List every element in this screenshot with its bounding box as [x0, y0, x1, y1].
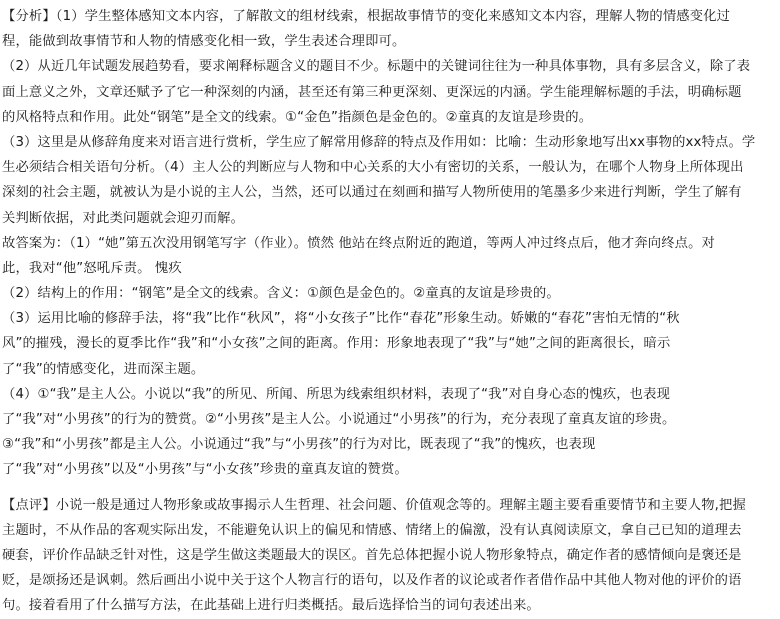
text-line: 生必须结合相关语句分析。（4）主人公的判断应与人物和中心关系的大小有密切的关系，一般认为，在哪个人物身上所体现出 — [2, 160, 744, 176]
text-line: 此，我对“他”怒吼斥责。 愧疚 — [2, 260, 182, 276]
text-line: 了“我”对“小男孩”的行为的赞赏。②“小男孩”是主人公。小说通过“小男孩”的行为，充分表现了童真友谊的珍贵。 — [2, 412, 676, 427]
text-line: 了“我”的情感变化，进而深主题。 — [2, 361, 205, 377]
text-line: 面上意义之外，文章还赋予了它一种深刻的内涵，甚至还有第三种更深刻、更深远的内涵。学生能理解标题的手法，明确标题 — [2, 84, 742, 100]
text-line: 【分析】（1）学生整体感知文本内容，了解散文的组材线索，根据故事情节的变化来感知文本内容，理解人物的情感变化过 — [2, 9, 731, 24]
analysis-section — [2, 4, 778, 483]
text-line: 【点评】小说一般是通过人物形象或故事揭示人生哲理、社会问题、价值观念等的。理解主题主要看重要情节和主要人物,把握 — [2, 497, 746, 513]
text-line: 风”的摧残，漫长的夏季比作“我”和“小女孩”之间的距离。作用：形象地表现了“我”与“她”之间的距离很长，暗示 — [2, 336, 671, 352]
text-line: 的风格特点和作用。此处“钢笔”是全文的线索。①“金色”指颜色是金色的。②童真的友谊是珍贵的。 — [2, 109, 593, 125]
text-line: 故答案为：（1）“她”第五次没用钢笔写字（作业）。愤然 他站在终点附近的跑道，等两人冲过终点后，他才奔向终点。对 — [2, 235, 715, 251]
text-line: 了“我”对“小男孩”以及“小男孩”与“小女孩”珍贵的童真友谊的赞赏。 — [2, 462, 408, 478]
text-line: 关判断依据，对此类问题就会迎刃而解。 — [2, 210, 245, 226]
text-line: 句。接着看用了什么描写方法，在此基础上进行归类概括。最后选择恰当的词句表述出来。 — [2, 598, 540, 614]
text-line: 硬套，评价作品缺乏针对性，这是学生做这类题最大的误区。首先总体把握小说人物形象特点，确定作者的感情倾向是褒还是 — [2, 547, 742, 563]
text-line: 深刻的社会主题，就被认为是小说的主人公，当然，还可以通过在刻画和描写人物所使用的笔墨多少来进行判断，学生了解有 — [2, 185, 742, 201]
text-line: （2）从近几年试题发展趋势看，要求阐释标题含义的题目不少。标题中的关键词往往为一种具体事物，具有多层含义，除了表 — [2, 59, 751, 75]
text-line: （4）①“我”是主人公。小说以“我”的所见、所闻、所思为线索组织材料，表现了“我”对自身心态的愧疚，也表现 — [2, 386, 671, 402]
text-line: （3）运用比喻的修辞手法，将“我”比作“秋风”，将“小女孩子”比作“春花”形象生动。娇嫩的“春花”害怕无情的“秋 — [2, 311, 680, 327]
text-line: （2）结构上的作用：“钢笔”是全文的线索。含义：①颜色是金色的。②童真的友谊是珍贵的。 — [2, 286, 560, 302]
comment-section — [2, 493, 778, 619]
text-line: ③“我”和“小男孩”都是主人公。小说通过“我”与“小男孩”的行为对比，既表现了“我”的愧疚，也表现 — [2, 437, 596, 453]
text-line: （3）这里是从修辞角度来对语言进行赏析，学生应了解常用修辞的特点及作用如：比喻：生动形象地写出xx事物的xx特点。学 — [2, 134, 756, 150]
text-line: 主题时，不从作品的客观实际出发，不能避免认识上的偏见和情感、情绪上的偏激，没有认真阅读原文，拿自己已知的道理去 — [2, 522, 742, 538]
text-line: 程，能做到故事情节和人物的情感变化相一致，学生表述合理即可。 — [2, 34, 406, 50]
text-line: 贬，是颂扬还是讽刺。然后画出小说中关于这个人物言行的语句，以及作者的议论或者作者借作品中其他人物对他的评价的语 — [2, 573, 742, 589]
section-divider — [2, 483, 778, 493]
